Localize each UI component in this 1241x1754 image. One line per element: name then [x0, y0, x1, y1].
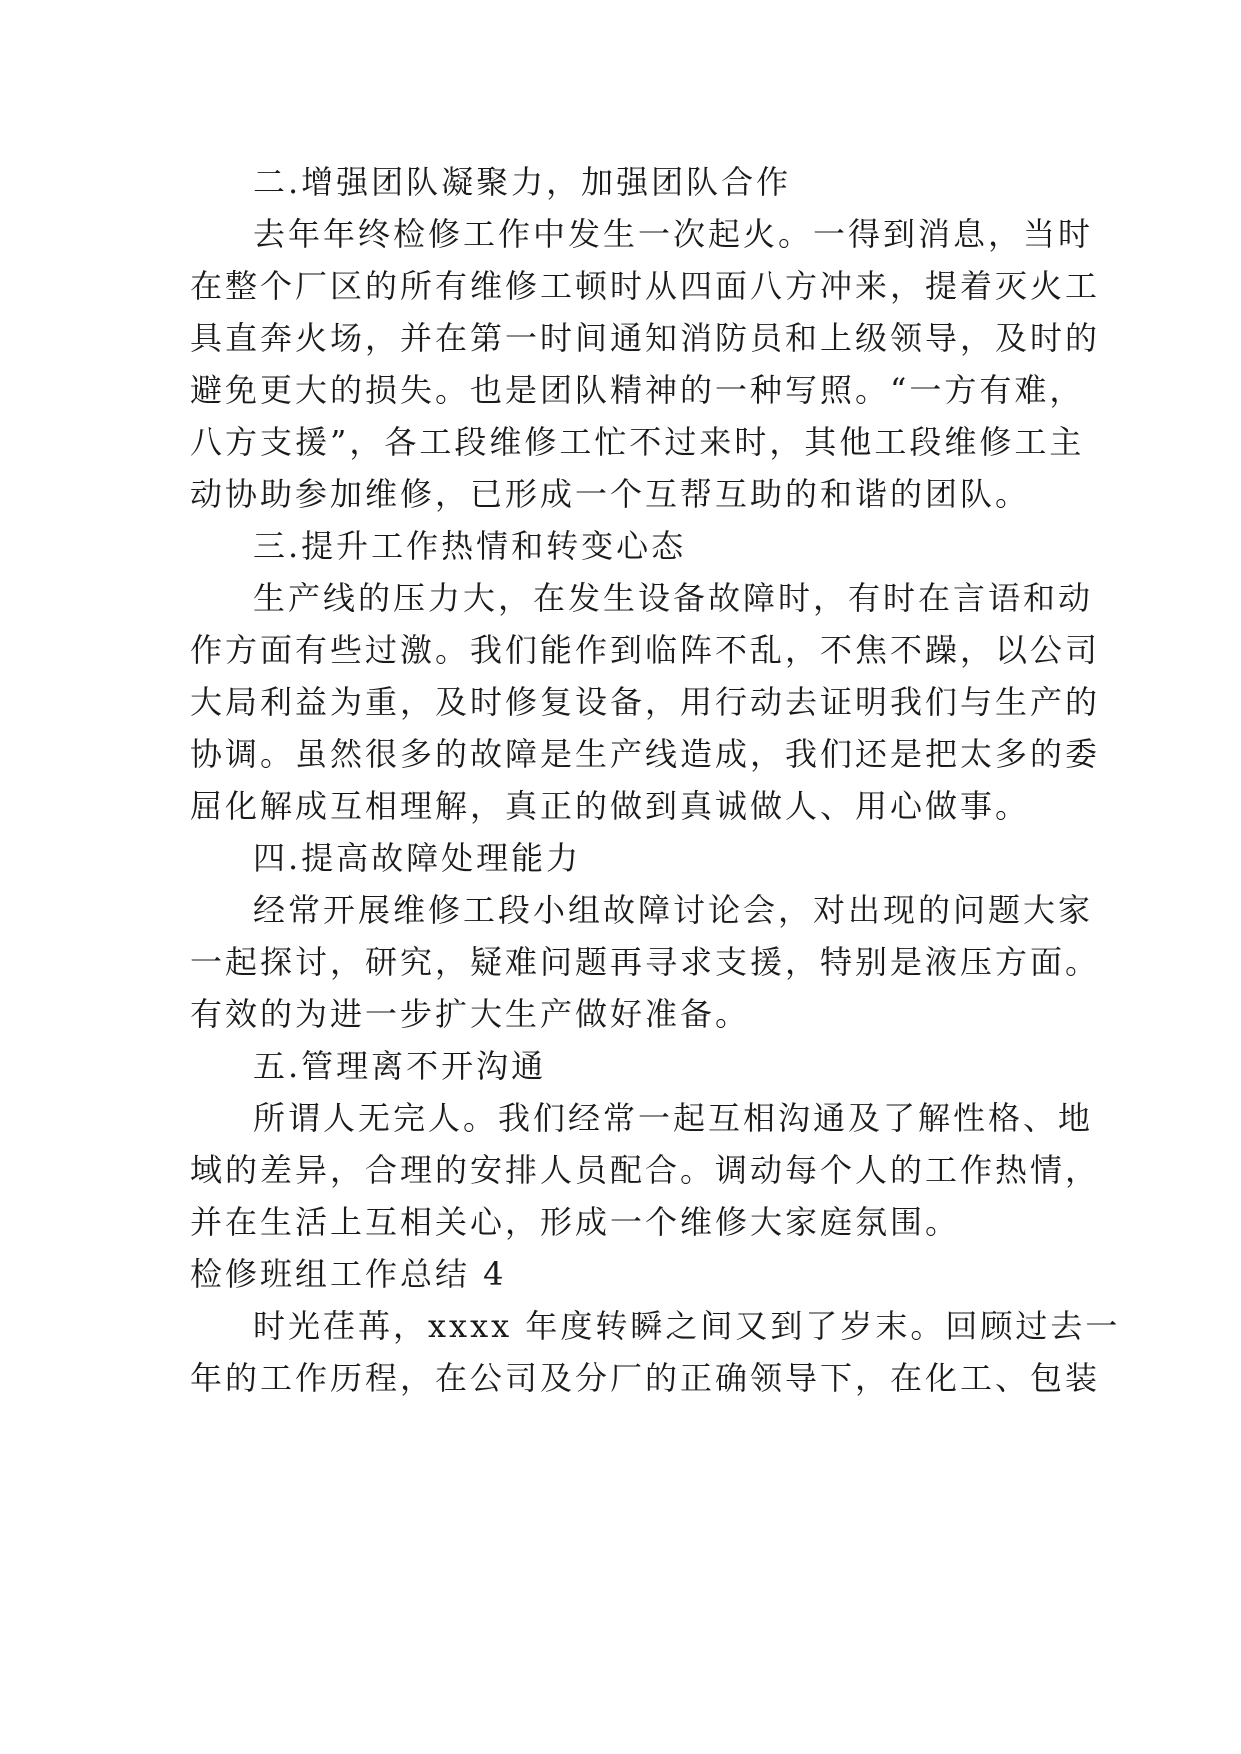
- paragraph-line: 动协助参加维修，已形成一个互帮互助的和谐的团队。: [190, 475, 1031, 513]
- paragraph-line: 大局利益为重，及时修复设备，用行动去证明我们与生产的: [190, 683, 1101, 721]
- paragraph-line: 协调。虽然很多的故障是生产线造成，我们还是把太多的委: [190, 735, 1101, 773]
- paragraph-line: 经常开展维修工段小组故障讨论会，对出现的问题大家: [253, 891, 1094, 929]
- section-heading-3: 三.提升工作热情和转变心态: [253, 527, 687, 565]
- paragraph-line: 生产线的压力大，在发生设备故障时，有时在言语和动: [253, 579, 1094, 617]
- section-heading-5: 五.管理离不开沟通: [253, 1047, 547, 1085]
- paragraph-line: 有效的为进一步扩大生产做好准备。: [190, 995, 751, 1033]
- section-heading-2: 二.增强团队凝聚力，加强团队合作: [253, 163, 792, 201]
- paragraph-line: 一起探讨，研究，疑难问题再寻求支援，特别是液压方面。: [190, 943, 1101, 981]
- paragraph-line: 屈化解成互相理解，真正的做到真诚做人、用心做事。: [190, 787, 1031, 825]
- paragraph-line: 去年年终检修工作中发生一次起火。一得到消息，当时: [253, 215, 1094, 253]
- document-title: 检修班组工作总结 4: [190, 1255, 507, 1293]
- paragraph-line: 避免更大的损失。也是团队精神的一种写照。“一方有难，: [190, 371, 1085, 409]
- paragraph-line: 作方面有些过激。我们能作到临阵不乱，不焦不躁，以公司: [190, 631, 1101, 669]
- paragraph-line: 时光荏苒，xxxx 年度转瞬之间又到了岁末。回顾过去一: [253, 1307, 1121, 1345]
- paragraph-line: 所谓人无完人。我们经常一起互相沟通及了解性格、地: [253, 1099, 1094, 1137]
- paragraph-line: 并在生活上互相关心，形成一个维修大家庭氛围。: [190, 1203, 961, 1241]
- paragraph-line: 年的工作历程，在公司及分厂的正确领导下，在化工、包装: [190, 1359, 1101, 1397]
- paragraph-line: 具直奔火场，并在第一时间通知消防员和上级领导，及时的: [190, 319, 1101, 357]
- paragraph-line: 域的差异，合理的安排人员配合。调动每个人的工作热情，: [190, 1151, 1101, 1189]
- section-heading-4: 四.提高故障处理能力: [253, 839, 582, 877]
- paragraph-line: 八方支援”，各工段维修工忙不过来时，其他工段维修工主: [190, 423, 1085, 461]
- paragraph-line: 在整个厂区的所有维修工顿时从四面八方冲来，提着灭火工: [190, 267, 1101, 305]
